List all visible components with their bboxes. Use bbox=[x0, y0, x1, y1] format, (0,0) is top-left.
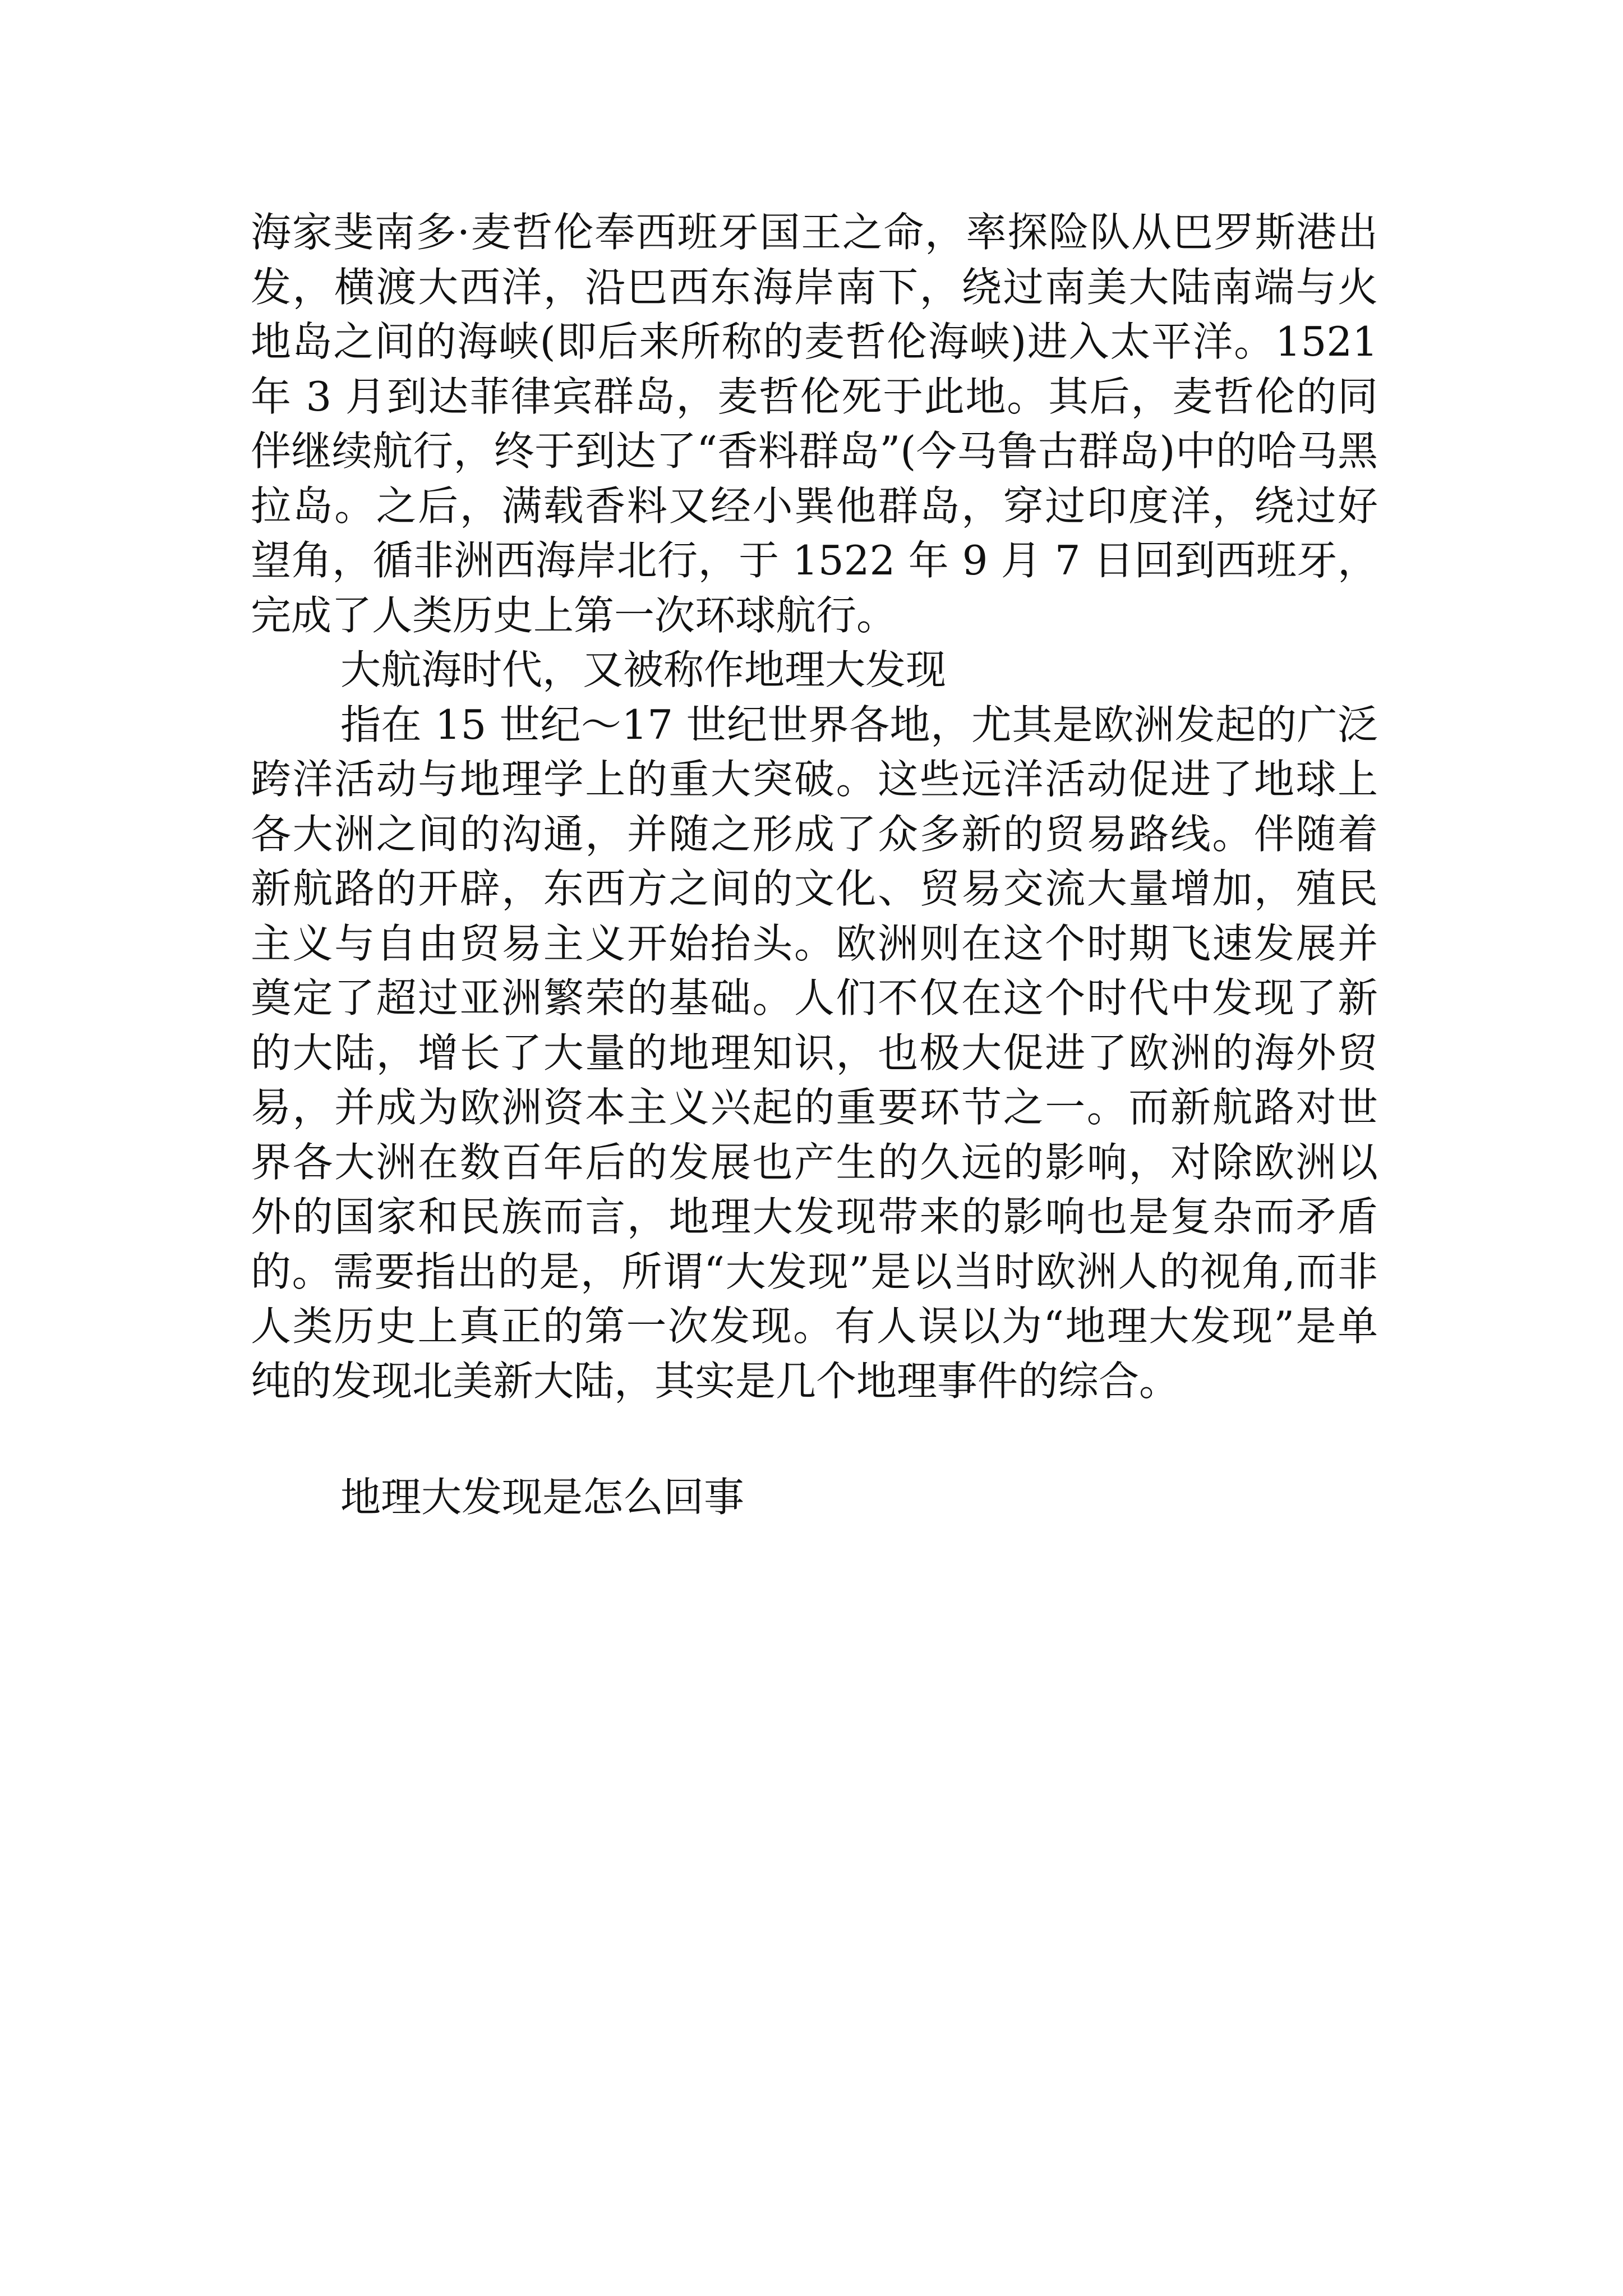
paragraph-spacer bbox=[251, 1409, 1378, 1470]
section-heading-what-is-discovery: 地理大发现是怎么回事 bbox=[340, 1474, 745, 1521]
section-heading-age-of-discovery: 大航海时代，又被称作地理大发现 bbox=[340, 646, 947, 693]
document-body bbox=[251, 205, 1378, 1525]
paragraph-age-of-discovery-definition: 指在 15 世纪～17 世纪世界各地，尤其是欧洲发起的广泛跨洋活动与地理学上的重大突破。这些远洋活动促进了地球上各大洲之间的沟通，并随之形成了众多新的贸易路线。伴随着新航路的开辟，东西方之间的文化、贸易交流大量增加，殖民主义与自由贸易主义开始抬头。欧洲则在这个时期飞速发展并奠定了超过亚洲繁荣的基础。人们不仅在这个时代中发现了新的大陆，增长了大量的地理知识，也极大促进了欧洲的海外贸易，并成为欧洲资本主义兴起的重要环节之一。而新航路对世界各大洲在数百年后的发展也产生的久远的影响，对除欧洲以外的国家和民族而言，地理大发现带来的影响也是复杂而矛盾的。需要指出的是，所谓“大发现”是以当时欧洲人的视角,而非人类历史上真正的第一次发现。有人误以为“地理大发现”是单纯的发现北美新大陆，其实是几个地理事件的综合。 bbox=[251, 701, 1378, 1405]
paragraph-magellan-voyage: 海家斐南多·麦哲伦奉西班牙国王之命，率探险队从巴罗斯港出发，横渡大西洋，沿巴西东海岸南下，绕过南美大陆南端与火地岛之间的海峡(即后来所称的麦哲伦海峡)进入太平洋。1521 年 3 月到达菲律宾群岛，麦哲伦死于此地。其后，麦哲伦的同伴继续航行，终于到达了“香料群岛”(今马鲁古群岛)中的哈马黑拉岛。之后，满载香料又经小巽他群岛，穿过印度洋，绕过好望角，循非洲西海岸北行，于 1522 年 9 月 7 日回到西班牙，完成了人类历史上第一次环球航行。 bbox=[251, 209, 1378, 639]
